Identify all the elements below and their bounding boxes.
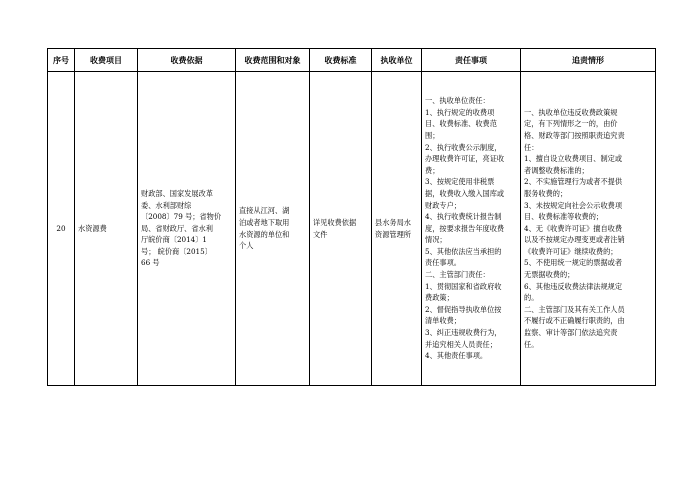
header-scope: 收费范围和对象	[236, 49, 310, 72]
standard-value: 详见收费依据 文件	[313, 217, 357, 239]
cell-accountability	[521, 72, 656, 386]
header-item: 收费项目	[75, 49, 138, 72]
duty-value: 一、执收单位责任： 1、执行规定的收费项 目、收费标准、收费范 围； 2、执行收费公示制度， 办理收费许可证，亮证收 费； 3、按规定使用非税票 据，收费收入缴入国库或 财政专户； 4、执行收费统计报告制 度，按要求报告年度收费 情况； 5、其他依法应当承担的 责任事项。 二、主管部门责任： 1、贯彻国家和省政府收 费政策； 2、督促指导执收单位按 清单收费； 3、纠正违规收费行为， 并追究相关人员责任； 4、其他责任事项。	[425, 96, 505, 361]
cell-item	[75, 72, 138, 386]
header-standard: 收费标准	[310, 49, 372, 72]
table-header-row	[48, 49, 656, 72]
accountability-value: 一、执收单位违反收费政策规 定，有下列情形之一的，由价 格、财政等部门按照职责追究责 任： 1、擅自设立收费项目、制定或 者调整收费标准的； 2、不实施管理行为或者不提供 服务收费的； 3、未按规定向社会公示收费项 目、收费标准等收费的； 4、无《收费许可证》擅自收费 以及不按规定办理变更或者注销 《收费许可证》继续收费的； 5、不使用统一规定的票据或者 无票据收费的； 6、其他违反收费法律法规规定 的。 二、主管部门及其有关工作人员 不履行或不正确履行职责的，由 监察、审计等部门依法追究责 任。	[524, 107, 625, 349]
unit-value: 县水务局水 资源管理所	[375, 217, 411, 239]
header-unit: 执收单位	[372, 49, 422, 72]
cell-unit	[372, 72, 422, 386]
table-row	[48, 72, 656, 386]
cell-seq	[48, 72, 75, 386]
cell-basis	[138, 72, 236, 386]
cell-scope	[236, 72, 310, 386]
header-seq: 序号	[48, 49, 75, 72]
header-duty: 责任事项	[422, 49, 521, 72]
header-accountability: 追责情形	[521, 49, 656, 72]
item-value: 水资源费	[78, 223, 107, 233]
cell-duty	[422, 72, 521, 386]
header-basis: 收费依据	[138, 49, 236, 72]
fee-table	[47, 48, 656, 386]
cell-standard	[310, 72, 372, 386]
basis-value: 财政部、国家发展改革 委、水利部财综 〔2008〕79 号；省物价 局、省财政厅、省水利 厅皖价商〔2014〕1 号； 皖价商〔2015〕 66 号	[141, 188, 222, 268]
scope-value: 直接从江河、湖 泊或者地下取用 水资源的单位和 个人	[239, 206, 290, 251]
seq-value: 20	[56, 223, 66, 233]
